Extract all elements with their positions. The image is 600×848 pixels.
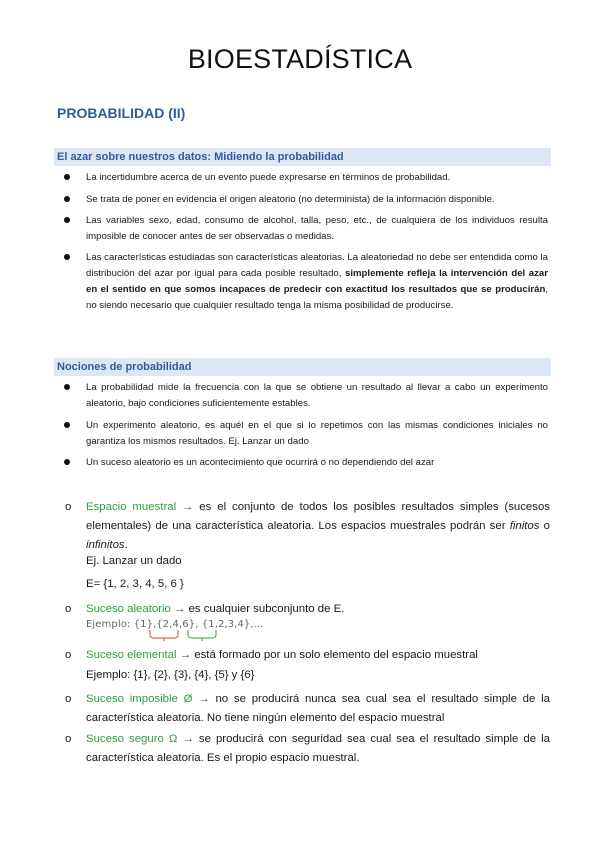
bold-text: simplemente refleja la intervención del azar en el sentido en que somos incapaces de predecir con exactitud los resultados que se producirán <box>86 268 549 295</box>
term: Suceso seguro Ω <box>86 733 178 745</box>
term: Suceso elemental <box>86 649 177 661</box>
list-item-text: Se trata de poner en evidencia el origen aleatorio (no determinista) de la información disponible. <box>86 194 495 205</box>
list-item-text: Las variables sexo, edad, consumo de alcohol, talla, peso, etc., de cualquiera de los individuos resulta imposible de conocer antes de ser observadas o medidas. <box>86 215 548 242</box>
definition-text <box>86 498 550 555</box>
list-item-text: La incertidumbre acerca de un evento puede expresarse en términos de probabilidad. <box>86 172 451 183</box>
bullet-icon <box>64 384 70 390</box>
example-text: Ej. Lanzar un dado <box>86 555 182 567</box>
bullet-icon <box>64 217 70 223</box>
italic-text: finitos <box>509 520 540 532</box>
page-title: BIOESTADÍSTICA <box>187 44 413 74</box>
list-item-text <box>86 250 548 314</box>
list-item-text: Un suceso aleatorio es un acontecimiento que ocurrirá o no dependiendo del azar <box>86 457 435 468</box>
bullet-icon <box>64 459 70 465</box>
text-run: . <box>124 539 128 551</box>
sample-space-set: E= {1, 2, 3, 4, 5, 6 } <box>86 578 184 590</box>
bullet-icon <box>64 254 70 260</box>
term: Suceso imposible Ø <box>86 693 193 705</box>
handwritten-example: Ejemplo: {1},{2,4,6}, {1,2,3,4},... <box>86 619 264 630</box>
definition-text <box>86 690 550 728</box>
circle-marker-icon: o <box>65 649 72 661</box>
list-item-text: La probabilidad mide la frecuencia con la que se obtiene un resultado al llevar a cabo un experimento aleatorio, bajo condiciones suficientemente estables. <box>86 382 548 409</box>
subhead-azar: El azar sobre nuestros datos: Midiendo la probabilidad <box>54 148 551 166</box>
list-item-text: Un experimento aleatorio, es aquél en el que si lo repetimos con las mismas condiciones iniciales no garantiza los mismos resultados. Ej. Lanzar un dado <box>86 420 548 447</box>
term: Suceso aleatorio <box>86 603 171 615</box>
red-bracket-icon <box>150 630 178 638</box>
text-run: Las características estudiadas son características aleatorias. La aleatoriedad no debe ser entendida como la distribución del azar por igual para cada posible resultado, <box>86 252 548 279</box>
circle-marker-icon: o <box>65 603 72 615</box>
text-run: , no siendo necesario que cualquier resultado tenga la misma posibilidad de producirse. <box>86 284 548 311</box>
arrow-icon: → <box>179 649 192 661</box>
arrow-icon: → <box>198 693 210 705</box>
annotation-brackets <box>140 628 230 642</box>
example-text: Ejemplo: {1}, {2}, {3}, {4}, {5} y {6} <box>86 669 255 681</box>
section-title: PROBABILIDAD (II) <box>57 105 186 121</box>
bullet-icon <box>64 174 70 180</box>
text-run: o <box>539 520 550 532</box>
term: Espacio muestral <box>86 501 177 513</box>
text-run: se producirá con seguridad sea cual sea el resultado simple de la característica aleatoria. Es el propio espacio muestral. <box>86 733 550 764</box>
circle-marker-icon: o <box>65 501 72 513</box>
arrow-icon: → <box>182 733 194 745</box>
definition-text <box>86 646 550 665</box>
green-bracket-icon <box>188 630 216 638</box>
text-run: está formado por un solo elemento del espacio muestral <box>191 649 478 661</box>
arrow-icon: → <box>182 501 194 513</box>
arrow-icon: → <box>174 603 186 615</box>
bullet-icon <box>64 196 70 202</box>
definition-text <box>86 730 550 768</box>
italic-text: infinitos <box>86 539 125 551</box>
bullet-icon <box>64 422 70 428</box>
circle-marker-icon: o <box>65 733 72 745</box>
definition-text <box>86 600 550 619</box>
text-run: es el conjunto de todos los posibles resultados simples (sucesos elementales) de una característica aleatoria. Los espacios muestrales podrán ser <box>86 501 550 532</box>
text-run: es cualquier subconjunto de E. <box>185 603 345 615</box>
circle-marker-icon: o <box>65 693 72 705</box>
text-run: no se producirá nunca sea cual sea el resultado simple de la característica aleatoria. No tiene ningún elemento del espacio muestral <box>86 693 550 724</box>
subhead-nociones: Nociones de probabilidad <box>54 358 551 376</box>
